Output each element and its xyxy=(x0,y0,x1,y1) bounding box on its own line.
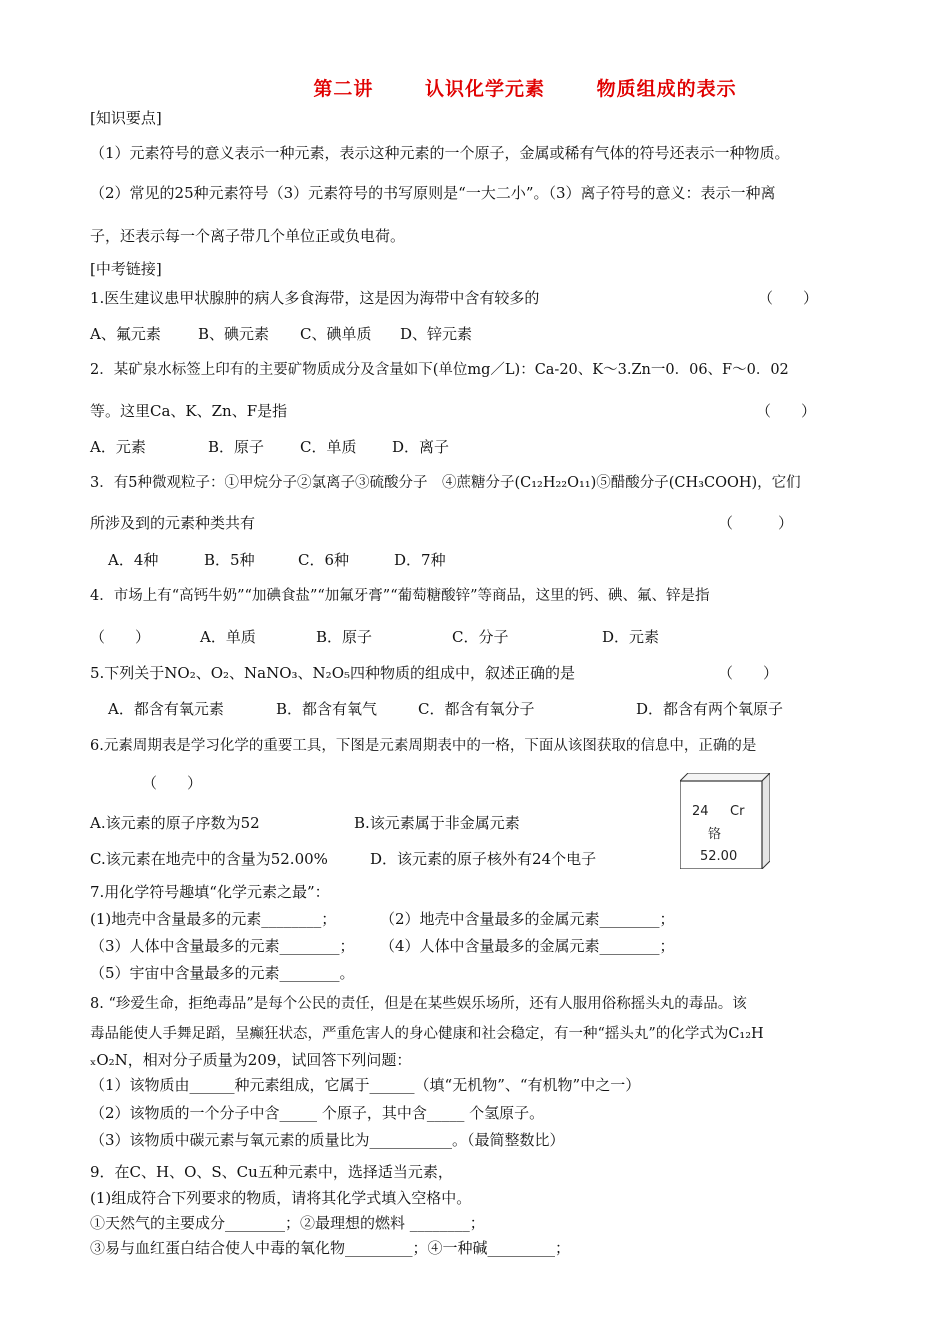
q3-stem: 3．有5种微观粒子：①甲烷分子②氯离子③硫酸分子 ④蔗糖分子(C₁₂H₂₂O₁₁)⑤醋酸分子(CH₃COOH)，它们 xyxy=(90,475,801,491)
periodic-table-cell xyxy=(680,773,770,869)
q2-option-c: C．单质 xyxy=(300,438,357,456)
q1-answer-paren: （ ） xyxy=(758,289,819,307)
q6-answer-paren: （ ） xyxy=(142,774,203,792)
cell-atomic-mass: 52.00 xyxy=(700,849,738,864)
q4-option-c: C．分子 xyxy=(452,628,509,646)
q3-option-b: B．5种 xyxy=(204,551,255,569)
q6-option-d: D．该元素的原子核外有24个电子 xyxy=(370,850,597,868)
cell-element-name: 铬 xyxy=(708,827,722,842)
cell-symbol: Cr xyxy=(730,804,745,819)
title-lecture: 第二讲 xyxy=(313,78,374,100)
q4-option-d: D．元素 xyxy=(602,628,660,646)
q3-option-a: A．4种 xyxy=(108,551,159,569)
q9-sub: (1)组成符合下列要求的物质，请将其化学式填入空格中。 xyxy=(90,1189,472,1207)
knowledge-header: [知识要点] xyxy=(90,109,162,127)
q8-item-3: （3）该物质中碳元素与氧元素的质量比为___________。（最简整数比） xyxy=(90,1131,565,1149)
q6-option-c: C.该元素在地壳中的含量为52.00% xyxy=(90,850,328,868)
q4-option-b: B．原子 xyxy=(316,628,373,646)
exam-header: [中考链接] xyxy=(90,260,162,278)
q5-answer-paren: （ ） xyxy=(718,664,779,682)
q8-item-1: （1）该物质由______种元素组成，它属于______（填“无机物”、“有机物”中之一） xyxy=(90,1076,641,1094)
q7-stem: 7.用化学符号趣填“化学元素之最”： xyxy=(90,883,330,901)
knowledge-point-2: （2）常见的25种元素符号（3）元素符号的书写原则是“一大二小”。（3）离子符号的意义：表示一种离 xyxy=(90,184,776,202)
q5-option-c: C．都含有氧分子 xyxy=(418,700,535,718)
q3-option-c: C．6种 xyxy=(298,551,350,569)
title-topic-1: 认识化学元素 xyxy=(424,78,545,100)
q2-option-a: A．元素 xyxy=(90,438,146,456)
q9-item-2: ③易与血红蛋白结合使人中毒的氧化物_________；④一种碱_________； xyxy=(90,1239,571,1257)
q7-item-3: （3）人体中含量最多的元素________； xyxy=(90,937,355,955)
q8-stem-cont-1: 毒品能使人手舞足蹈，呈癫狂状态，严重危害人的身心健康和社会稳定，有一种“摇头丸”的化学式为C₁₂H xyxy=(90,1026,764,1042)
q1-stem: 1.医生建议患甲状腺肿的病人多食海带，这是因为海带中含有较多的 xyxy=(90,289,540,307)
q2-stem: 2．某矿泉水标签上印有的主要矿物质成分及含量如下(单位mg／L)：Ca-20、K～3.Zn一0．06、F～0．02 xyxy=(90,362,789,378)
q3-option-d: D．7种 xyxy=(394,551,446,569)
q4-option-a: A．单质 xyxy=(200,628,256,646)
q6-stem: 6.元素周期表是学习化学的重要工具，下图是元素周期表中的一格，下面从该图获取的信息中，正确的是 xyxy=(90,738,757,754)
q5-stem: 5.下列关于NO₂、O₂、NaNO₃、N₂O₅四种物质的组成中，叙述正确的是 xyxy=(90,664,576,682)
q3-answer-paren: （ ） xyxy=(718,514,794,532)
q5-option-b: B．都含有氧气 xyxy=(276,700,378,718)
q4-answer-paren: （ ） xyxy=(90,628,151,646)
q8-stem-cont-2: ₓO₂N，相对分子质量为209，试回答下列问题： xyxy=(90,1051,412,1069)
page-title xyxy=(0,74,950,101)
q7-item-4: （4）人体中含量最多的金属元素________； xyxy=(380,937,675,955)
q7-item-2: （2）地壳中含量最多的金属元素________； xyxy=(380,910,675,928)
knowledge-point-2-cont: 子，还表示每一个离子带几个单位正或负电荷。 xyxy=(90,227,406,245)
title-topic-2: 物质组成的表示 xyxy=(596,78,737,100)
q2-option-d: D．离子 xyxy=(392,438,450,456)
q9-stem: 9．在C、H、O、S、Cu五种元素中，选择适当元素， xyxy=(90,1163,453,1181)
knowledge-point-1: （1）元素符号的意义表示一种元素，表示这种元素的一个原子，金属或稀有气体的符号还表示一种物质。 xyxy=(90,144,790,162)
q9-item-1: ①天然气的主要成分________；②最理想的燃料 ________； xyxy=(90,1214,485,1232)
q5-option-a: A．都含有氧元素 xyxy=(108,700,224,718)
q8-stem: 8. “珍爱生命，拒绝毒品”是每个公民的责任，但是在某些娱乐场所，还有人服用俗称摇头丸的毒品。该 xyxy=(90,996,747,1012)
q7-item-5: （5）宇宙中含量最多的元素________。 xyxy=(90,964,355,982)
q5-option-d: D．都含有两个氧原子 xyxy=(636,700,784,718)
q2-stem-cont: 等。这里Ca、K、Zn、F是指 xyxy=(90,402,288,420)
q1-option-c: C、碘单质 xyxy=(300,325,372,343)
q2-answer-paren: （ ） xyxy=(756,402,817,420)
q7-item-1: (1)地壳中含量最多的元素________； xyxy=(90,910,337,928)
cell-atomic-number: 24 xyxy=(692,804,709,819)
q1-option-a: A、氟元素 xyxy=(90,325,161,343)
q4-stem: 4．市场上有“高钙牛奶”“加碘食盐”“加氟牙膏”“葡萄糖酸锌”等商品，这里的钙、碘、氟、锌是指 xyxy=(90,588,710,604)
q6-option-a: A.该元素的原子序数为52 xyxy=(90,814,260,832)
q6-option-b: B.该元素属于非金属元素 xyxy=(354,814,520,832)
q2-option-b: B．原子 xyxy=(208,438,265,456)
q3-stem-cont: 所涉及到的元素种类共有 xyxy=(90,514,256,532)
q1-option-b: B、碘元素 xyxy=(198,325,270,343)
q1-option-d: D、锌元素 xyxy=(400,325,473,343)
q8-item-2: （2）该物质的一个分子中含_____ 个原子，其中含_____ 个氢原子。 xyxy=(90,1104,545,1122)
